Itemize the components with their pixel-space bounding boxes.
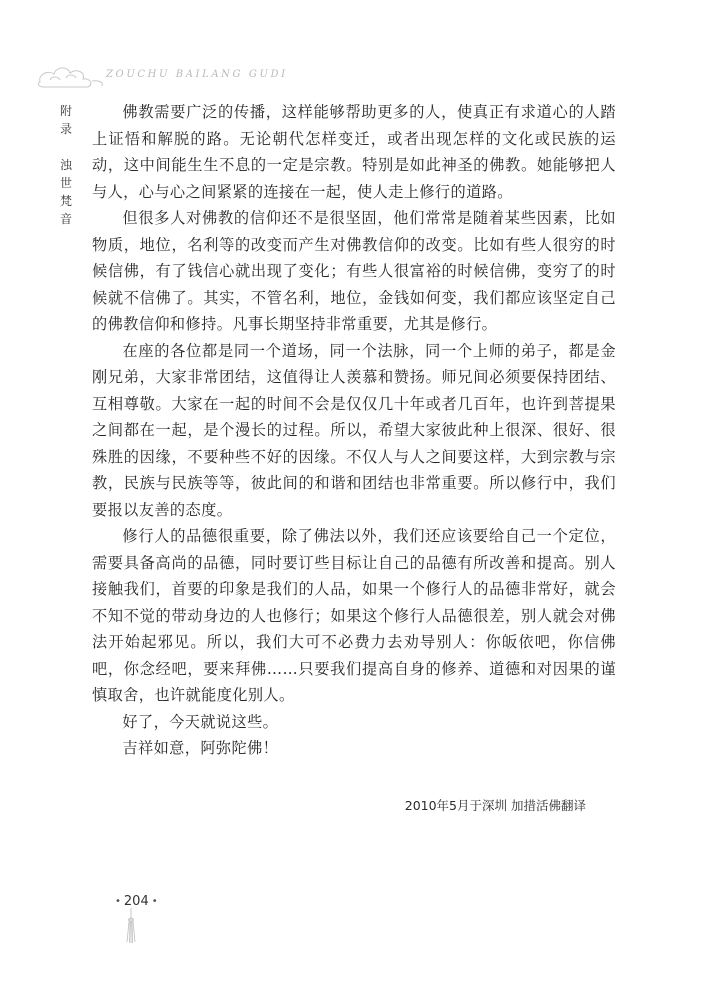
paragraph: 修行人的品德很重要，除了佛法以外，我们还应该要给自己一个定位，需要具备高尚的品德，同时要订些目标让自己的品德有所改善和提高。别人接触我们，首要的印象是我们的人品，如果一个修行人的品德非常好，就会不知不觉的带动身边的人也修行；如果这个修行人品德很差，别人就会对佛法开始起邪见。所以，我们大可不必费力去劝导别人：你皈依吧，你信佛吧，你念经吧，要来拜佛……只要我们提高自身的修养、道德和对因果的谨慎取舍，也许就能度化别人。 — [92, 527, 616, 704]
paragraph: 佛教需要广泛的传播，这样能够帮助更多的人，使真正有求道心的人踏上证悟和解脱的路。无论朝代怎样变迁，或者出现怎样的文化或民族的运动，这中间能生生不息的一定是宗教。特别是如此神圣的佛教。她能够把人与人，心与心之间紧紧的连接在一起，使人走上修行的道路。 — [92, 103, 616, 201]
bullet-dot-icon: • — [151, 896, 158, 907]
cloud-ornament-icon — [36, 60, 106, 94]
chapter-label-char: 梵 — [59, 194, 72, 208]
bullet-dot-icon: • — [115, 896, 121, 907]
chapter-label-char: 音 — [59, 212, 72, 226]
running-title: ZOUCHU BAILANG GUDI — [106, 69, 288, 80]
paragraph: 吉祥如意，阿弥陀佛！ — [122, 739, 279, 757]
section-label-char: 录 — [59, 122, 72, 136]
tassel-icon — [124, 908, 138, 944]
paragraph: 好了，今天就说这些。 — [122, 712, 279, 731]
chapter-label — [58, 158, 74, 230]
body-text — [92, 99, 616, 762]
paragraph: 在座的各位都是同一个道场，同一个法脉，同一个上师的弟子，都是金刚兄弟，大家非常团结，这值得让人羡慕和赞扬。师兄间必须要保持团结、互相尊敬。大家在一起的时间不会是仅仅几十年或者几百年，也许到菩提果之间都在一起，是个漫长的过程。所以，希望大家彼此种上很深、很好、很殊胜的因缘，不要种些不好的因缘。不仅人与人之间要这样，大到宗教与宗教，民族与民族等等，彼此间的和谐和团结也非常重要。所以修行中，我们要报以友善的态度。 — [92, 341, 616, 519]
chapter-label-char: 世 — [59, 176, 72, 190]
section-label — [58, 104, 74, 140]
page-number-area — [112, 894, 161, 909]
page-number: 204 — [123, 894, 149, 909]
signature-line: 2010年5月于深圳 加措活佛翻译 — [404, 798, 586, 813]
section-label-char: 附 — [59, 104, 72, 118]
chapter-label-char: 浊 — [59, 158, 72, 172]
paragraph: 但很多人对佛教的信仰还不是很坚固，他们常常是随着某些因素，比如物质，地位，名利等的改变而产生对佛教信仰的改变。比如有些人很穷的时候信佛，有了钱信心就出现了变化；有些人很富裕的时候信佛，变穷了的时候就不信佛了。其实，不管名利，地位，金钱如何变，我们都应该坚定自己的佛教信仰和修持。凡事长期坚持非常重要，尤其是修行。 — [92, 209, 616, 333]
